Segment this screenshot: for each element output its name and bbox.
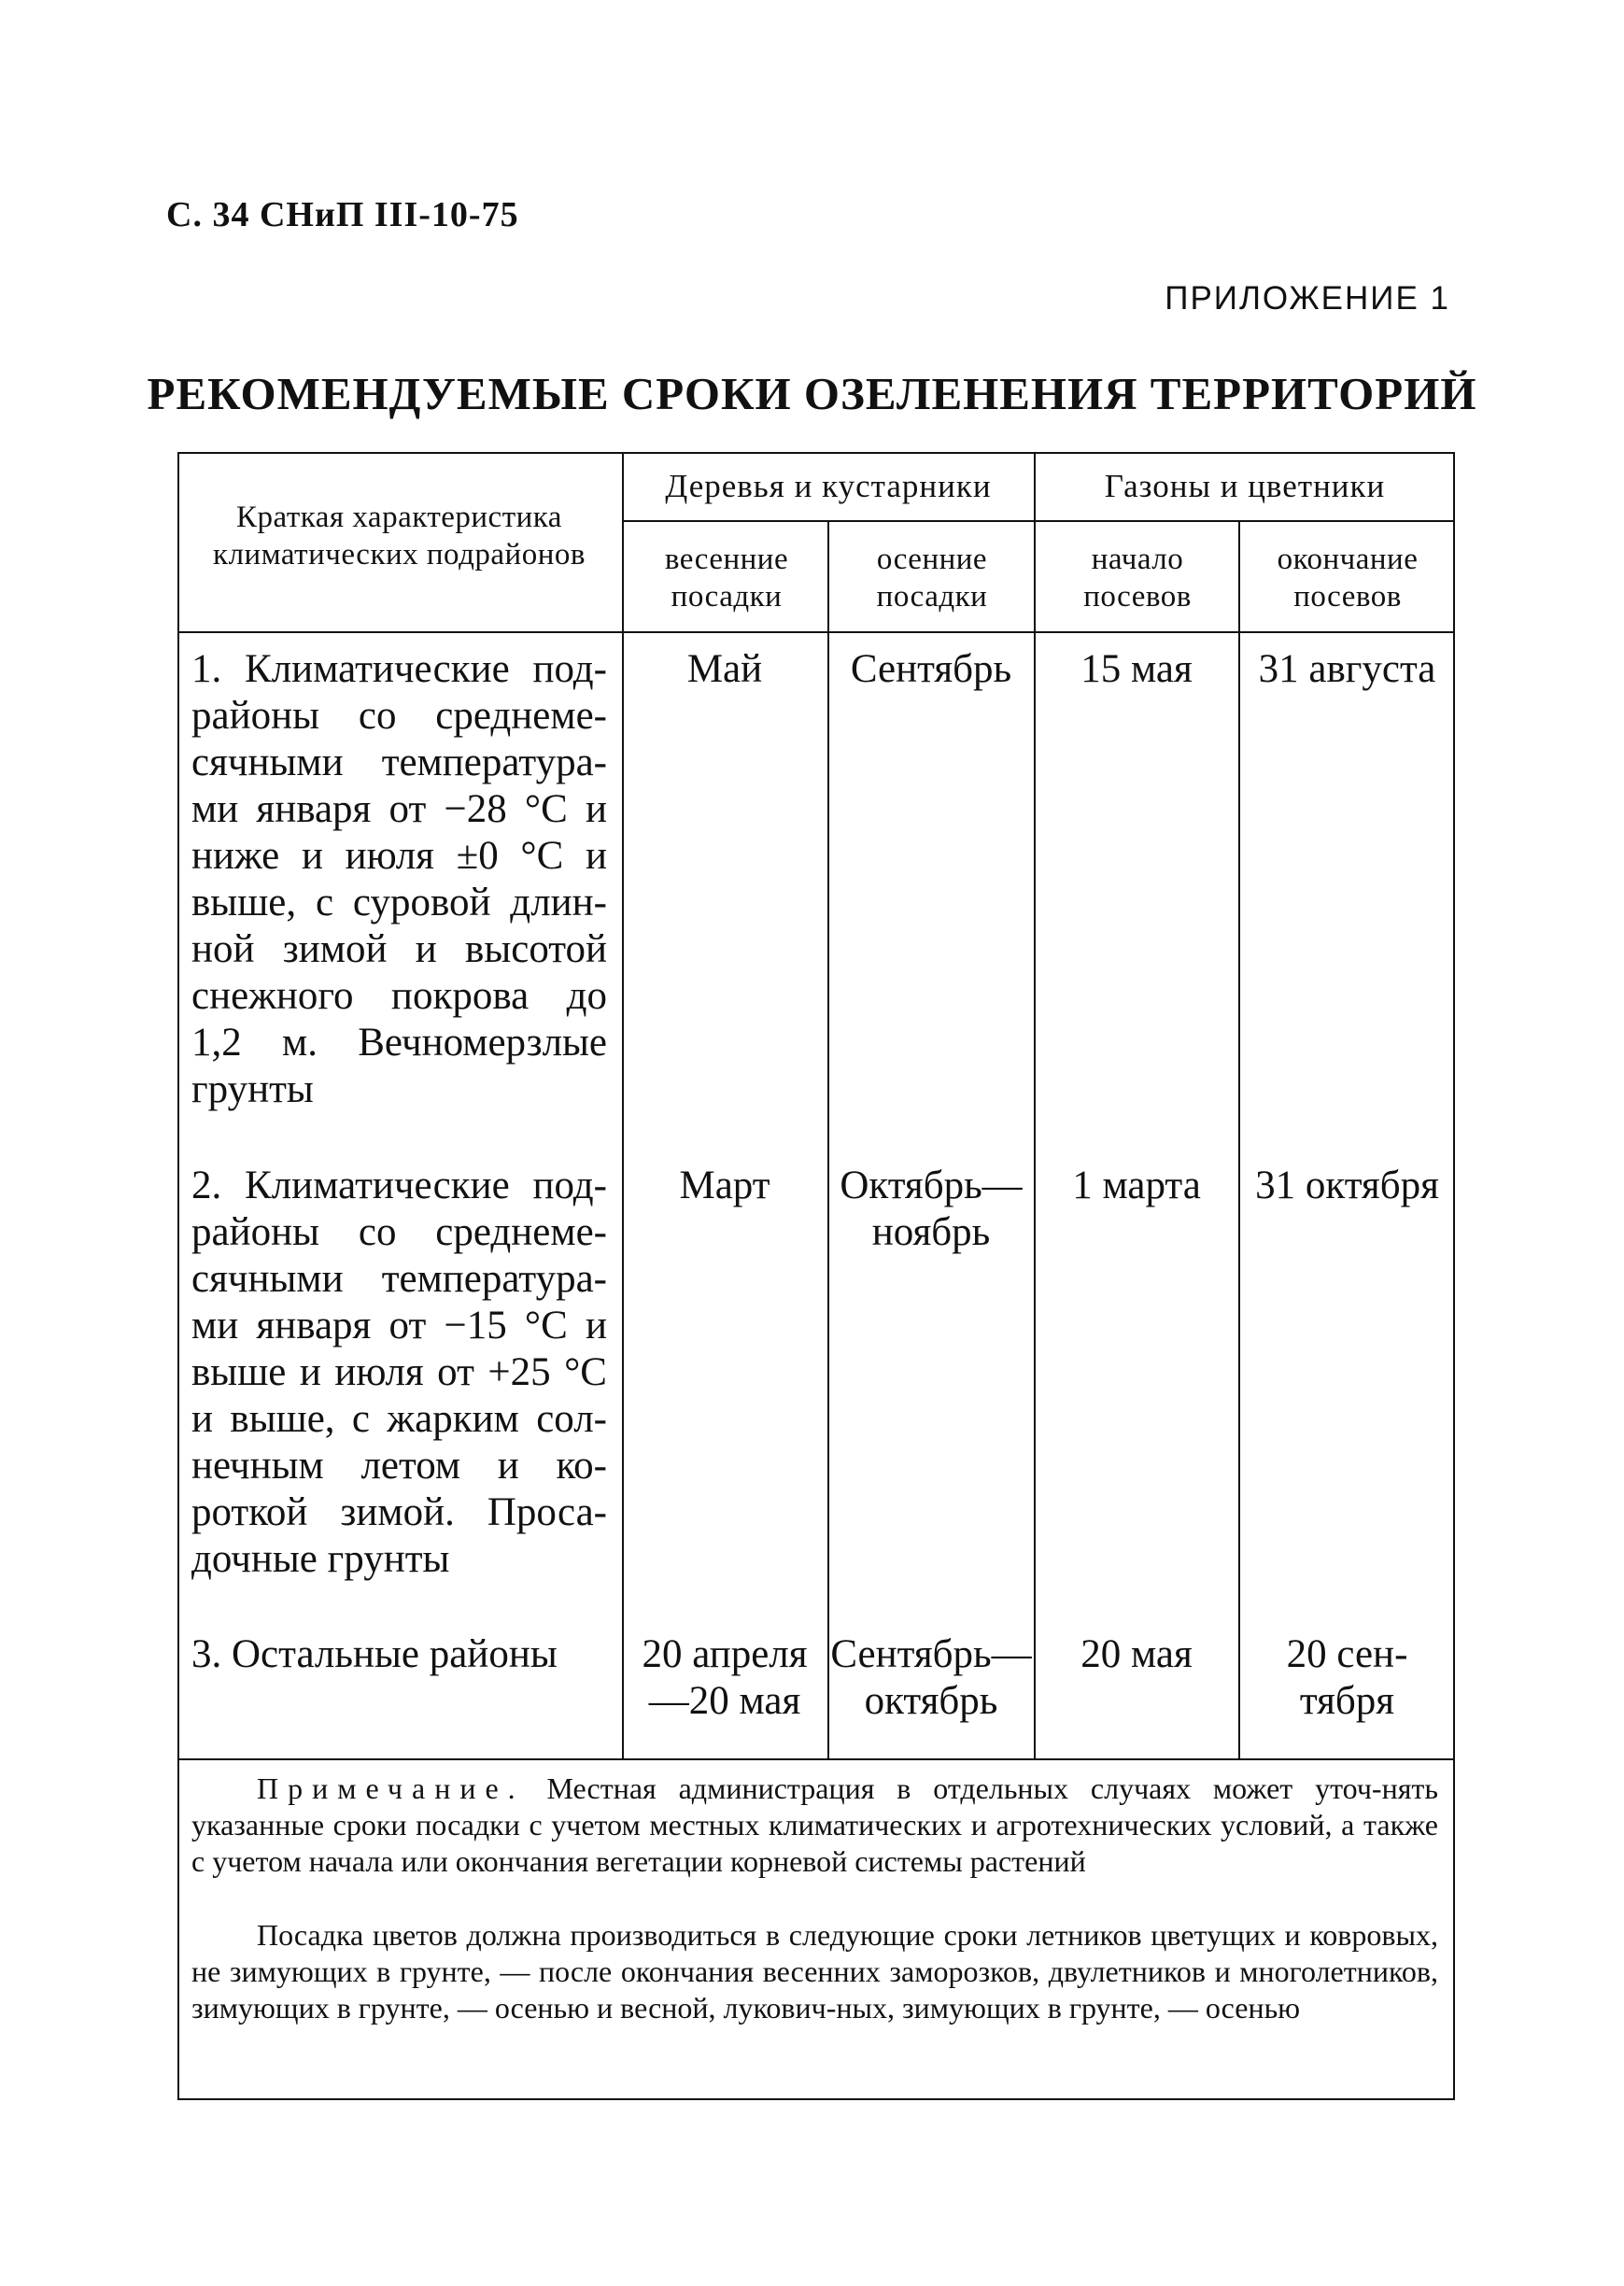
column-header-sowing-end: окончание посевов — [1277, 543, 1419, 614]
header-group-divider — [622, 520, 1455, 522]
table-row-1-autumn: Сентябрь — [850, 647, 1012, 691]
table-row-2-spring: Март — [679, 1164, 770, 1207]
table-row-2-end: 31 октября — [1255, 1164, 1439, 1207]
column-header-spring-planting: весенние посадки — [664, 543, 789, 614]
table-row-2-autumn: Октябрь—ноябрь — [840, 1164, 1023, 1254]
column-divider-2 — [827, 520, 829, 1758]
group-header-lawns: Газоны и цветники — [1104, 468, 1386, 504]
table-row-1-spring: Май — [686, 647, 763, 691]
column-header-sowing-start: начало посевов — [1083, 543, 1192, 614]
table-row-3-start: 20 мая — [1080, 1632, 1193, 1676]
table-row-2-start: 1 марта — [1072, 1164, 1201, 1207]
document-title: РЕКОМЕНДУЕМЫЕ СРОКИ ОЗЕЛЕНЕНИЯ ТЕРРИТОРИЙ — [147, 368, 1477, 419]
note-text-1: Местная администрация в отдельных случаях может уточ-нять указанные сроки посадки с учетом местных климатических и агротехнических условий, а также с учетом начала или окончания вегетации корневой системы растений — [191, 1771, 1439, 1878]
column-divider-4 — [1238, 520, 1240, 1758]
table-row-1-description: 1. Климатические под-районы со среднеме-сячными температура-ми января от −28 °С и ниже и июля ±0 °С и выше, с суровой длин-ной зимой и высотой снежного покрова до 1,2 м. Вечномерзлые грунты — [191, 647, 607, 1111]
column-header-characteristics: Краткая характеристика климатических подрайонов — [213, 501, 586, 572]
note-paragraph-1 — [191, 1771, 1438, 1880]
appendix-label: ПРИЛОЖЕНИЕ 1 — [1165, 280, 1450, 317]
table-row-3-end: 20 сен-тября — [1286, 1632, 1408, 1723]
column-header-autumn-planting: осенние посадки — [876, 543, 988, 614]
header-bottom-rule — [177, 631, 1455, 633]
table-row-3-autumn: Сентябрь—октябрь — [830, 1632, 1032, 1723]
note-label: Примечание. — [257, 1771, 525, 1805]
page-header: С. 34 СНиП III-10-75 — [166, 195, 519, 234]
table-row-3-description: 3. Остальные районы — [191, 1632, 558, 1676]
notes-divider-rule — [177, 1758, 1455, 1760]
note-paragraph-2: Посадка цветов должна производиться в следующие сроки летников цветущих и ковровых, не зимующих в грунте, — после окончания весенних заморозков, двулетников и многолетников, зимующих в грунте, — осенью и весной, лукович-ных, зимующих в грунте, — осенью — [191, 1918, 1438, 2025]
table-row-3-spring: 20 апреля—20 мая — [642, 1632, 808, 1723]
group-header-trees: Деревья и кустарники — [665, 468, 992, 504]
table-row-1-end: 31 августа — [1258, 647, 1436, 691]
table-row-1-start: 15 мая — [1080, 647, 1193, 691]
table-row-2-description: 2. Климатические под-районы со среднеме-сячными температура-ми января от −15 °С и выше и июля от +25 °С и выше, с жарким сол-нечным летом и ко-роткой зимой. Проса-дочные грунты — [191, 1164, 607, 1581]
